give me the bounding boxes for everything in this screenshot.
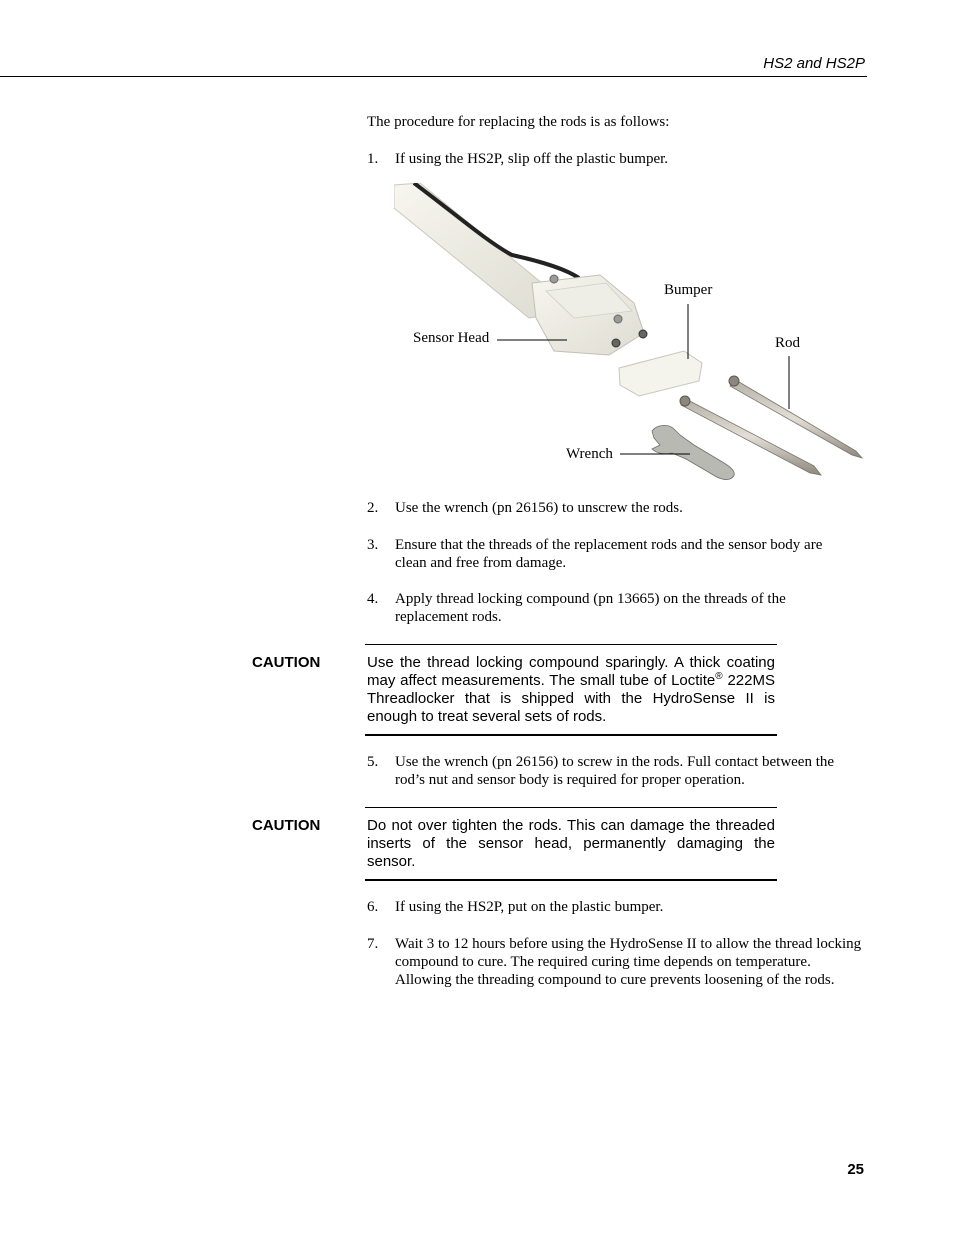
caution-label: CAUTION (252, 654, 321, 671)
step-text: Use the wrench (pn 26156) to screw in the rods. Full contact between the rod’s nut and sensor body is required for proper operation. (395, 754, 835, 788)
callout-bumper: Bumper (664, 282, 713, 298)
step-text: If using the HS2P, put on the plastic bumper. (395, 899, 664, 915)
caution-box (365, 807, 777, 881)
header-rule (0, 76, 867, 77)
step-text: Ensure that the threads of the replacement rods and the sensor body are clean and free from damage. (395, 537, 823, 571)
step-3 (367, 536, 847, 572)
step-number: 3. (367, 537, 379, 553)
callout-sensor-head: Sensor Head (413, 330, 490, 346)
step-text: Use the wrench (pn 26156) to unscrew the rods. (395, 500, 683, 516)
caution-text: Do not over tighten the rods. This can damage the threaded inserts of the sensor head, permanently damaging the sensor. (367, 817, 775, 870)
caution-text: Use the thread locking compound sparingly. A thick coating may affect measurements. The small tube of Loctite® 222MS Threadlocker that is shipped with the HydroSense II is enough to treat several sets of rods. (367, 654, 775, 725)
step-number: 2. (367, 500, 379, 516)
step-7 (367, 935, 867, 989)
step-5 (367, 753, 867, 789)
caution-box (365, 644, 777, 736)
callout-rod: Rod (775, 335, 801, 351)
step-number: 1. (367, 151, 379, 167)
step-text: Apply thread locking compound (pn 13665) on the threads of the replacement rods. (395, 591, 786, 625)
sensor-figure (394, 183, 866, 483)
step-1 (367, 150, 867, 168)
step-number: 6. (367, 899, 379, 915)
step-number: 5. (367, 754, 379, 770)
step-4 (367, 590, 817, 626)
callout-wrench: Wrench (566, 446, 613, 462)
step-number: 7. (367, 936, 379, 952)
step-number: 4. (367, 591, 379, 607)
step-6 (367, 898, 867, 916)
step-text: Wait 3 to 12 hours before using the HydroSense II to allow the thread locking compound to cure. The required curing time depends on temperature. Allowing the threading compound to cure prevents loosening of the rods. (395, 936, 862, 988)
intro-paragraph: The procedure for replacing the rods is as follows: (367, 114, 670, 130)
step-2 (367, 499, 867, 517)
running-header: HS2 and HS2P (763, 55, 865, 72)
page-number: 25 (847, 1161, 864, 1178)
step-text: If using the HS2P, slip off the plastic bumper. (395, 151, 669, 167)
caution-label: CAUTION (252, 817, 321, 834)
